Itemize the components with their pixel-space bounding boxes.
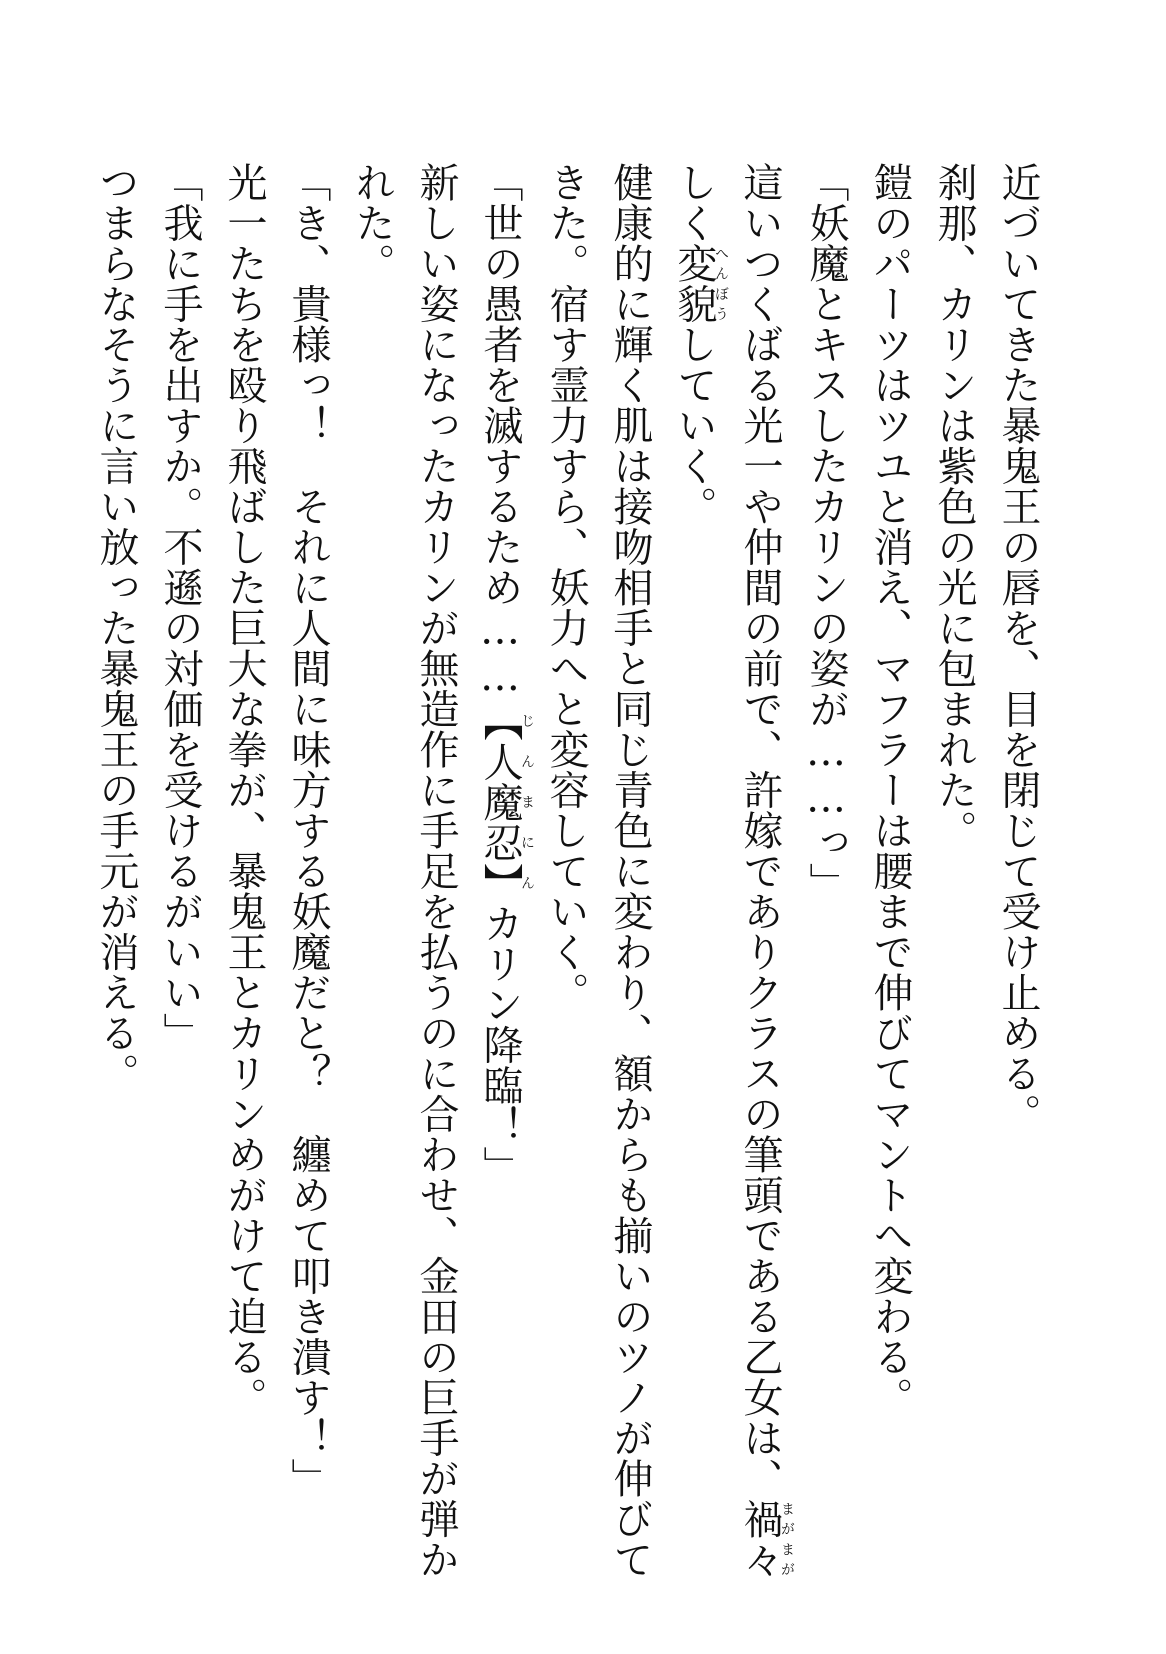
line-text: 這いつくばる光一や仲間の前で、許嫁でありクラスの筆頭である乙女は、 — [737, 162, 783, 1499]
ruby-reading: まがまが — [779, 1498, 795, 1580]
paragraph-line: 刹那、カリンは紫色の光に包まれた。 — [931, 162, 977, 851]
paragraph-line — [468, 162, 534, 1602]
vertical-text-body — [84, 162, 1050, 1602]
paragraph-line: 光一たちを殴り飛ばした巨大な拳が、暴鬼王とカリンめがけて迫る。 — [221, 162, 267, 1418]
line-text: していく。 — [671, 324, 717, 527]
line-text: 「世の愚者を滅するため…… — [477, 162, 523, 701]
paragraph-line: 近づいてきた暴鬼王の唇を、目を閉じて受け止める。 — [995, 162, 1041, 1134]
paragraph-line: 鎧のパーツはツユと消え、マフラーは腰まで伸びてマントへ変わる。 — [867, 162, 913, 1418]
line-text: カリン降臨！」 — [477, 903, 523, 1187]
ruby-word — [477, 700, 535, 904]
ruby-base: 変貌 — [671, 243, 717, 324]
ruby-base: 【人魔忍】 — [477, 700, 523, 903]
paragraph-line: れた。 — [349, 162, 395, 284]
paragraph-line: きた。宿す霊力すら、妖力へと変容していく。 — [543, 162, 589, 1013]
paragraph-line: 健康的に輝く肌は接吻相手と同じ青色に変わり、額からも揃いのツノが伸びて — [607, 162, 653, 1580]
ruby-word — [671, 243, 729, 324]
paragraph-line: つまらなそうに言い放った暴鬼王の手元が消える。 — [93, 162, 139, 1094]
paragraph-line: 「妖魔とキスしたカリンの姿が……っ」 — [803, 162, 849, 903]
ruby-base: 禍々 — [737, 1498, 783, 1580]
line-text: しく — [671, 162, 717, 243]
ruby-reading: じんまにん — [519, 700, 535, 903]
paragraph-line: 「我に手を出すか。不遜の対価を受けるがいい」 — [157, 162, 203, 1053]
paragraph-line: 「き、貴様っ！ それに人間に味方する妖魔だと？ 纏めて叩き潰す！」 — [285, 162, 331, 1499]
paragraph-line — [662, 162, 728, 1602]
ruby-word — [737, 1498, 795, 1580]
paragraph-line — [728, 162, 794, 1602]
ruby-reading: へんぼう — [713, 243, 729, 324]
paragraph-line: 新しい姿になったカリンが無造作に手足を払うのに合わせ、金田の巨手が弾か — [413, 162, 459, 1580]
